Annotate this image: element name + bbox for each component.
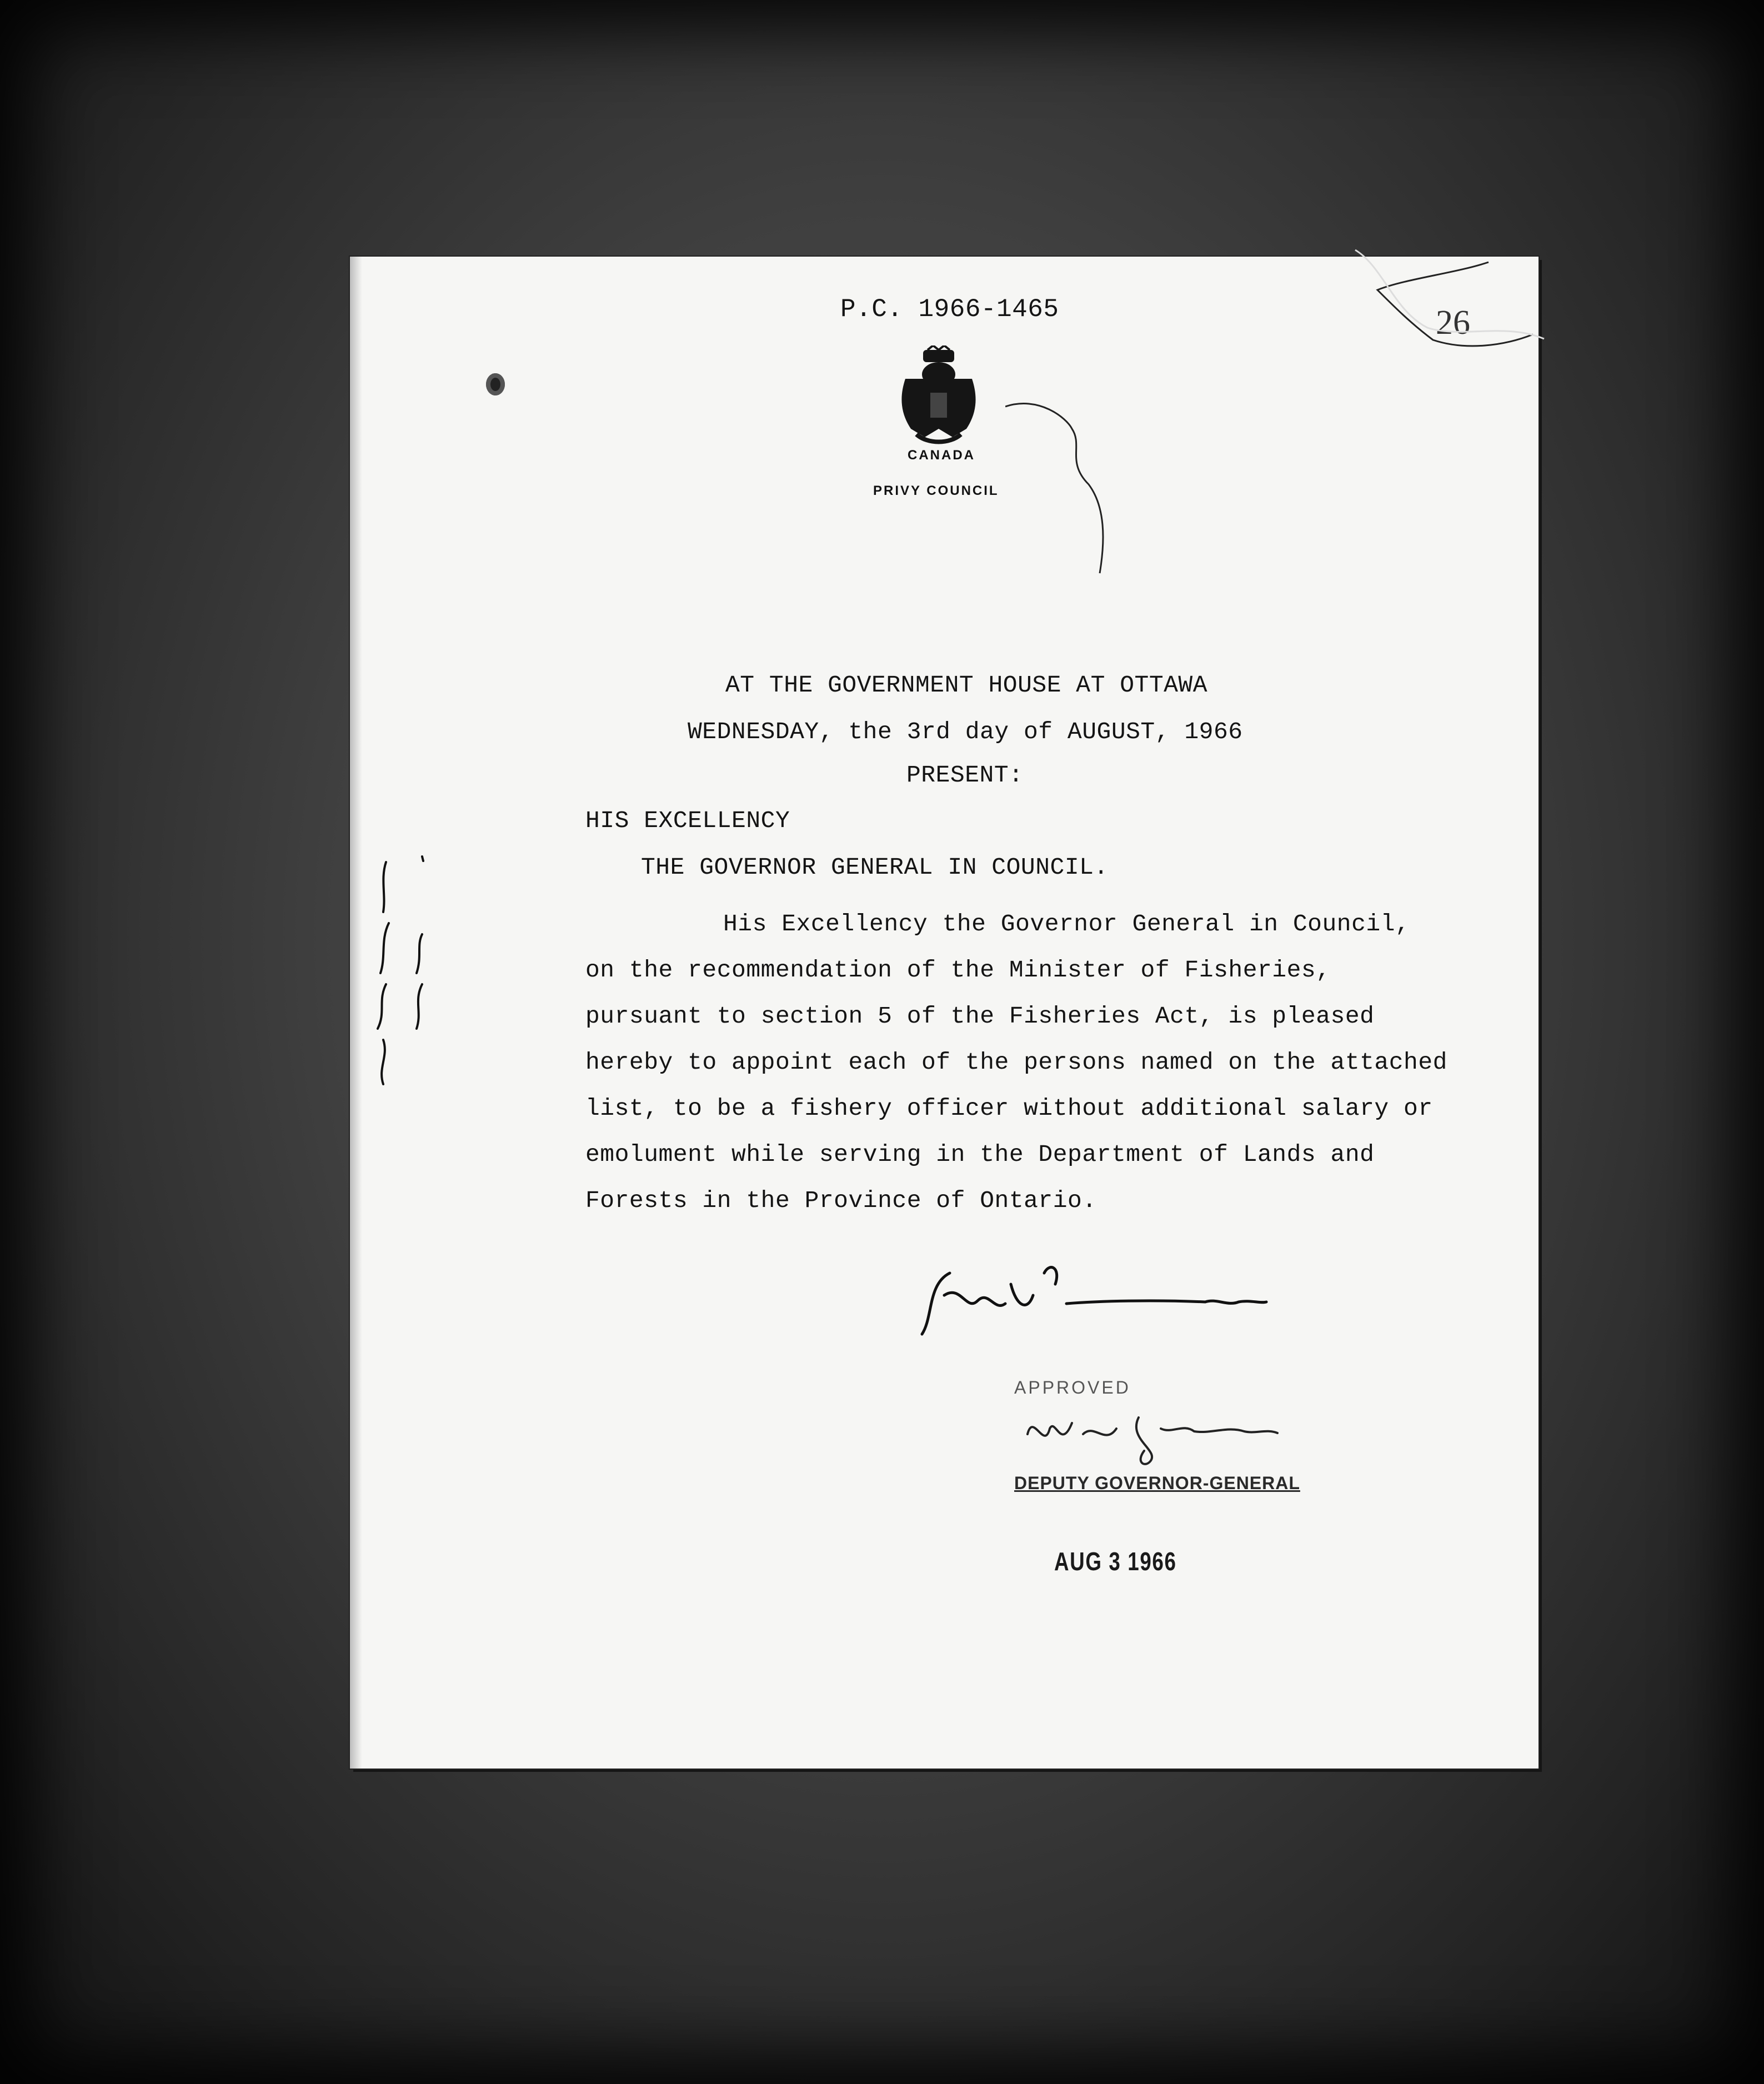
punch-hole — [486, 373, 505, 395]
present-line: PRESENT: — [906, 762, 1024, 789]
body-line: list, to be a fishery officer without additional salary or — [585, 1095, 1433, 1122]
deputy-governor-signature — [1016, 1401, 1305, 1467]
order-text — [585, 912, 1496, 1235]
approval-date-stamp: AUG 3 1966 — [1054, 1547, 1177, 1576]
body-line: hereby to appoint each of the persons named on the attached — [585, 1049, 1447, 1076]
place-line: AT THE GOVERNMENT HOUSE AT OTTAWA — [725, 672, 1208, 699]
margin-annotation — [361, 845, 444, 1090]
pen-mark — [1350, 244, 1550, 389]
letterhead-body: PRIVY COUNCIL — [873, 483, 999, 498]
clerk-signature — [916, 1251, 1272, 1340]
approved-stamp: APPROVED — [1014, 1377, 1131, 1397]
body-line: on the recommendation of the Minister of Fisheries, — [585, 956, 1331, 984]
date-line: WEDNESDAY, the 3rd day of AUGUST, 1966 — [688, 718, 1243, 745]
deputy-governor-title: DEPUTY GOVERNOR-GENERAL — [1014, 1473, 1300, 1493]
pen-mark — [1005, 395, 1116, 579]
document-page — [350, 257, 1539, 1769]
addressee-line: THE GOVERNOR GENERAL IN COUNCIL. — [641, 854, 1109, 881]
body-line: pursuant to section 5 of the Fisheries Act, is pleased — [585, 1003, 1375, 1030]
page-number: 26 — [1436, 304, 1470, 342]
body-line: emolument while serving in the Department of Lands and — [585, 1141, 1375, 1168]
coat-of-arms-icon — [894, 345, 983, 451]
body-line: Forests in the Province of Ontario. — [585, 1187, 1097, 1214]
order-in-council-number: P.C. 1966-1465 — [840, 295, 1059, 324]
body-line: His Excellency the Governor General in Council, — [723, 910, 1410, 938]
addressee-line: HIS EXCELLENCY — [585, 807, 790, 834]
letterhead-country: CANADA — [908, 448, 975, 463]
